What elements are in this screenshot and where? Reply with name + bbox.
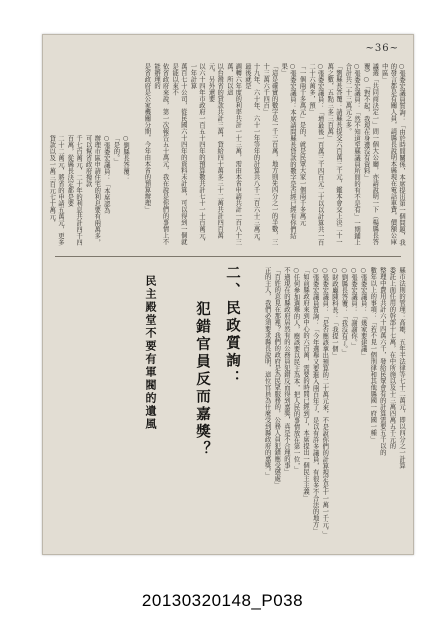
page-number: ~36~ [365,43,399,54]
text-column: ○張委宏議員：「增最後一百萬三千四百元二十以以計算共一百二十六萬多，預」 [308,63,324,246]
text-column: 「一個兩千多萬元」是的，就是民眾大家一個兩千多萬元 [298,63,306,226]
text-column: 十九年、六十年、六十一年等年的計算共八千二百六十三萬元，最後就是 [243,63,260,245]
text-column: ○張委宏議員：本席請問縣長貸款的數字是否經已經有你們結果」 [280,63,296,240]
text-column: ○張委宏議員：「是否應該拿出預算的二十萬元來，不是說你們的計算規定是十一萬一千元，」 [321,267,329,538]
text-column: 「劉縣長答覆：請縣長提交六百萬三千元，鑑本會交上決二十一萬之數，五點三多三百萬」 [326,63,342,245]
text-column: ○張委宏議員：「本席認為 [102,135,110,214]
text-column: 不過現在的縣政府居然有的公務員犯錯反而得到嘉獎，真是不合理的事」 [282,267,290,475]
top-text-block [143,63,405,249]
section-headline: 犯錯官員反而嘉獎？ [194,301,211,459]
text-column: ○劉縣長答覆： [122,135,129,182]
text-column: 整理中費用共計六十四萬六千，發給民眾會有的計算需要五千以的 [378,267,386,456]
text-column: ○財政廳陳科長：「我提一個」 [330,267,338,359]
archive-label: 20130320148_P038 [141,591,304,610]
text-column: ○張委宏議員：「謝謝你。」 [350,267,358,350]
text-column: ○張委宏議員：「幾家要建議」 [359,267,367,359]
top-left-text-block [48,135,129,249]
text-column: ○任何參加選舉的人，應該要以民主為本，把人民的事情放在第一位，」 [292,267,300,473]
text-column: 調轉六年度的利率共計一十三萬，需由本省申請共計一百八十三萬，所以這 [225,63,242,245]
document-page [42,34,414,555]
text-column: 千七百萬元，二十年的利息共計四千四百萬，從縣長決定都是要 [66,135,83,246]
text-column: 「是的。」 [112,135,120,165]
text-column: ○張委宏議員質詢：「由於時間關係，本席提出第一個問題，我的發言都是有關人員，請縣長說明本縣現在電話車費，價額公庫中區」 [380,63,405,246]
text-column: 數年以上的事項：「若不見一個刑律和其他縣國一府國一種」 [369,267,377,443]
text-column: 「如前縣政府來到中心的六百萬，需要的時間已經到了，本席提出一個民主主義」 [302,267,310,501]
section-subtitle: 民主殿堂不要有軍閥的遺風 [144,275,157,431]
text-column: 辦理市區申請住宅的利息要有兩萬多，可以幫省政府撥款 [84,135,101,246]
text-column: 以六十四年市政府一百五十四年的預算數共計七十一十百萬元，一年計算 [189,63,205,245]
text-column: 萬百七十公司，從民國六十四年的資料未計算，可以得到一個就是能以來不 [171,63,187,245]
text-column: 「百姓的意見在那裡？我們的政府是為民眾服務的，公務人員犯錯應受懲處」 [273,267,281,488]
text-column: 以台灣省的貸款共計三萬，貸給四十萬多三十二萬共計四百萬元，另外還要 [207,63,224,239]
section-title: 二、民政質詢： [224,265,241,388]
text-column: ○張委宏議員：「然不知道至縣議員所問的有不是有」一期鋪上合計共二十三萬元之多。 [344,63,361,246]
text-column: 委託上面任用的幹部十七萬，在中所施以及十三萬四萬五千元的 [388,267,396,449]
text-column: 二十二萬元，將省的申請五萬元，更多貸款以及一萬三百元七十萬元， [48,135,64,246]
text-column: 依省政府來說，第一次報告五十萬元，我在說是你們的事情上不能辦理的 [152,63,169,245]
text-column: ○張委宏議員質詢：「今年選舉又要進入兩百年了，是以有許多議員，有很多不合法的地方」 [311,267,319,535]
text-column: 議選「共同商決定一」問一個大公廳，亦請說明一下（楊縣長答覆）○「對不起，我現在身邊沒有資料」 [362,63,379,245]
text-column: ○劉縣長答覆：「我沒有了。」 [340,267,348,356]
text-column: 是省政府是公家機關分期，今年由本省的預算辦理」 [143,63,151,213]
section-divider [55,256,401,257]
text-column: 縣市法則的管理：高雄、五年半法律等七十二萬元，即以四分之一計算 [398,267,405,469]
text-column: 正的主人，我們必須要求縣長說明，這位官員為什麼受到縣政府的嘉獎。」 [263,267,271,479]
text-column: 「這是確實的數字是一千三百萬，地方則先四分之一的半數，三十三萬六千四百」 [262,63,278,245]
bottom-text-block [55,267,405,545]
